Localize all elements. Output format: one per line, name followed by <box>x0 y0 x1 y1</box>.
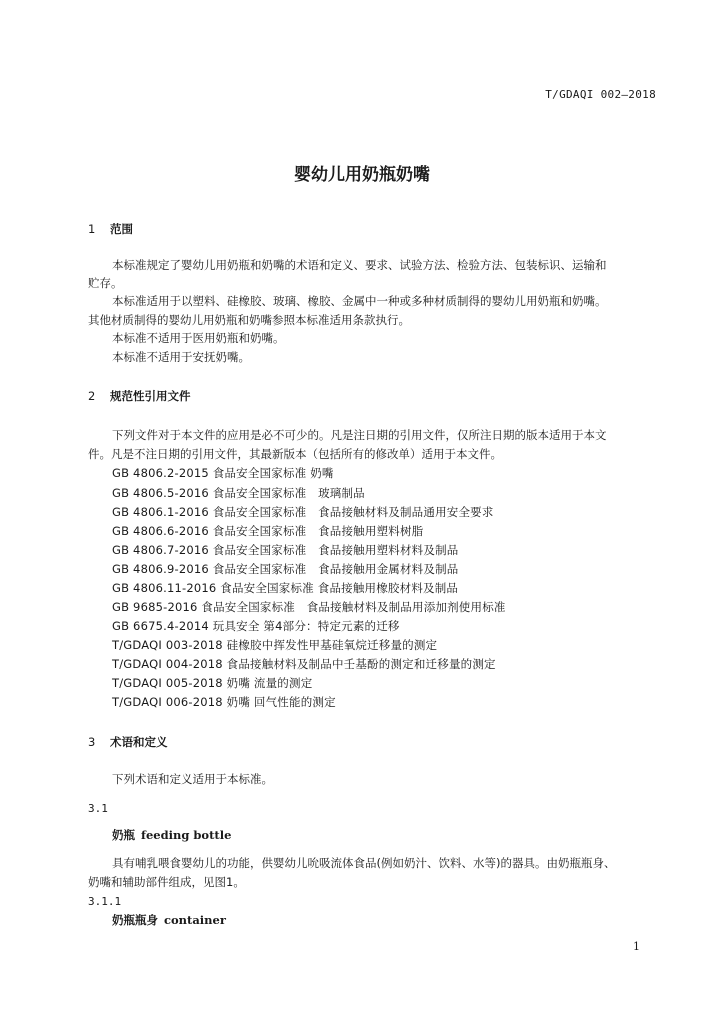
term-3-1-1-english: container <box>164 913 226 927</box>
section-3-title: 术语和定义 <box>110 735 168 749</box>
reference-item: GB 4806.9-2016 食品安全国家标准 食品接触用金属材料及制品 <box>112 562 459 576</box>
section-2-number: 2 <box>88 389 96 403</box>
section-1-heading <box>88 220 133 238</box>
section-3-number: 3 <box>88 735 96 749</box>
standard-code: T/GDAQI 002—2018 <box>545 88 656 101</box>
reference-item: T/GDAQI 003-2018 硅橡胶中挥发性甲基硅氧烷迁移量的测定 <box>112 638 438 652</box>
section-1-paragraph-2-line-1: 本标准适用于以塑料、硅橡胶、玻璃、橡胶、金属中一种或多种材质制得的婴幼儿用奶瓶和奶嘴。 <box>112 294 607 308</box>
reference-item: T/GDAQI 005-2018 奶嘴 流量的测定 <box>112 676 313 690</box>
section-2-intro-line-2: 件。凡是不注日期的引用文件，其最新版本（包括所有的修改单）适用于本文件。 <box>88 447 502 461</box>
section-1-paragraph-2-line-2: 其他材质制得的婴幼儿用奶瓶和奶嘴参照本标准适用条款执行。 <box>88 313 410 327</box>
reference-item: GB 4806.2-2015 食品安全国家标准 奶嘴 <box>112 466 334 480</box>
definition-3-1-line-1: 具有哺乳喂食婴幼儿的功能，供婴幼儿吮吸流体食品(例如奶汁、饮料、水等)的器具。由奶瓶瓶身、 <box>112 856 616 870</box>
section-2-intro-line-1: 下列文件对于本文件的应用是必不可少的。凡是注日期的引用文件，仅所注日期的版本适用于本文 <box>112 428 607 442</box>
reference-item: GB 9685-2016 食品安全国家标准 食品接触材料及制品用添加剂使用标准 <box>112 600 506 614</box>
section-2-title: 规范性引用文件 <box>110 389 191 403</box>
term-3-1-1 <box>112 911 226 929</box>
term-3-1-english: feeding bottle <box>141 828 232 842</box>
reference-item: T/GDAQI 004-2018 食品接触材料及制品中壬基酚的测定和迁移量的测定 <box>112 657 496 671</box>
section-3-heading <box>88 733 168 751</box>
clause-3-1-1-number: 3.1.1 <box>88 895 122 908</box>
page-number: 1 <box>633 940 640 953</box>
section-1-paragraph-1-line-1: 本标准规定了婴幼儿用奶瓶和奶嘴的术语和定义、要求、试验方法、检验方法、包装标识、运输和 <box>112 258 607 272</box>
term-3-1-chinese: 奶瓶 <box>112 828 135 842</box>
section-1-paragraph-1-line-2: 贮存。 <box>88 276 123 290</box>
section-2-heading <box>88 387 191 405</box>
section-3-intro: 下列术语和定义适用于本标准。 <box>112 772 273 786</box>
clause-3-1-number: 3.1 <box>88 802 108 815</box>
reference-item: GB 4806.1-2016 食品安全国家标准 食品接触材料及制品通用安全要求 <box>112 505 494 519</box>
document-title: 婴幼儿用奶瓶奶嘴 <box>294 165 430 185</box>
reference-item: GB 4806.11-2016 食品安全国家标准 食品接触用橡胶材料及制品 <box>112 581 459 595</box>
section-1-number: 1 <box>88 222 96 236</box>
section-1-paragraph-3: 本标准不适用于医用奶瓶和奶嘴。 <box>112 331 285 345</box>
definition-3-1-line-2: 奶嘴和辅助部件组成，见图1。 <box>88 875 245 889</box>
reference-item: GB 4806.5-2016 食品安全国家标准 玻璃制品 <box>112 486 365 500</box>
reference-item: GB 4806.6-2016 食品安全国家标准 食品接触用塑料树脂 <box>112 524 424 538</box>
reference-item: T/GDAQI 006-2018 奶嘴 回气性能的测定 <box>112 695 336 709</box>
reference-item: GB 4806.7-2016 食品安全国家标准 食品接触用塑料材料及制品 <box>112 543 459 557</box>
term-3-1-1-chinese: 奶瓶瓶身 <box>112 913 158 927</box>
section-1-paragraph-4: 本标准不适用于安抚奶嘴。 <box>112 350 250 364</box>
section-1-title: 范围 <box>110 222 133 236</box>
reference-item: GB 6675.4-2014 玩具安全 第4部分：特定元素的迁移 <box>112 619 400 633</box>
term-3-1 <box>112 826 231 844</box>
